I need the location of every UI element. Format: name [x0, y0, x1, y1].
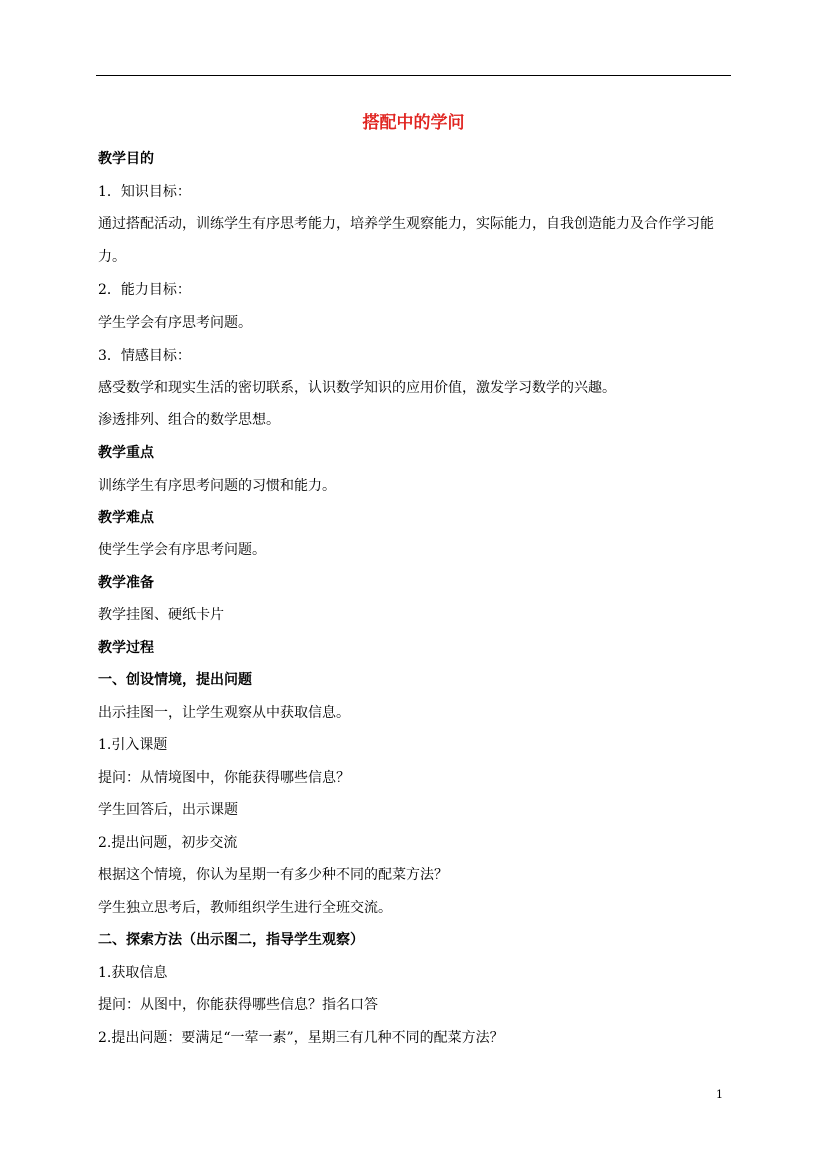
section-heading-key-points: 教学重点 [98, 445, 154, 461]
section-heading-objectives: 教学目的 [98, 151, 154, 167]
process-paragraph: 提问：从情境图中，你能获得哪些信息？ [98, 770, 350, 786]
document-title: 搭配中的学问 [362, 113, 465, 133]
page-number: 1 [716, 1088, 723, 1101]
process-paragraph: 提问：从图中，你能获得哪些信息？指名口答 [98, 997, 378, 1013]
process-paragraph: 根据这个情境，你认为星期一有多少种不同的配菜方法？ [98, 867, 448, 883]
preparation-text: 教学挂图、硬纸卡片 [98, 607, 224, 623]
process-paragraph: 2.提出问题：要满足“一荤一素”，星期三有几种不同的配菜方法？ [98, 1030, 504, 1046]
objective-1-label: 1．知识目标： [98, 184, 191, 200]
objective-2-label: 2．能力目标： [98, 282, 191, 298]
process-paragraph: 2.提出问题，初步交流 [98, 835, 238, 851]
process-paragraph: 学生回答后，出示课题 [98, 802, 238, 818]
process-paragraph: 出示挂图一，让学生观察从中获取信息。 [98, 705, 350, 721]
objective-3-text-2: 渗透排列、组合的数学思想。 [98, 412, 280, 428]
objective-2-text: 学生学会有序思考问题。 [98, 315, 252, 331]
section-heading-process: 教学过程 [98, 640, 154, 656]
process-paragraph: 1.获取信息 [98, 965, 168, 981]
objective-1-text: 通过搭配活动，训练学生有序思考能力，培养学生观察能力，实际能力，自我创造能力及合作学习能力。 [98, 216, 714, 265]
objective-3-label: 3．情感目标： [98, 348, 191, 364]
objective-3-text: 感受数学和现实生活的密切联系，认识数学知识的应用价值，激发学习数学的兴趣。 [98, 380, 616, 396]
process-part-2-heading: 二、探索方法（出示图二，指导学生观察） [98, 932, 364, 948]
process-paragraph: 1.引入课题 [98, 737, 168, 753]
header-rule [96, 75, 731, 76]
section-heading-preparation: 教学准备 [98, 575, 154, 591]
process-paragraph: 学生独立思考后，教师组织学生进行全班交流。 [98, 900, 392, 916]
section-heading-difficulties: 教学难点 [98, 510, 154, 526]
difficulties-text: 使学生学会有序思考问题。 [98, 542, 266, 558]
process-part-1-heading: 一、创设情境，提出问题 [98, 672, 252, 688]
key-points-text: 训练学生有序思考问题的习惯和能力。 [98, 478, 336, 494]
